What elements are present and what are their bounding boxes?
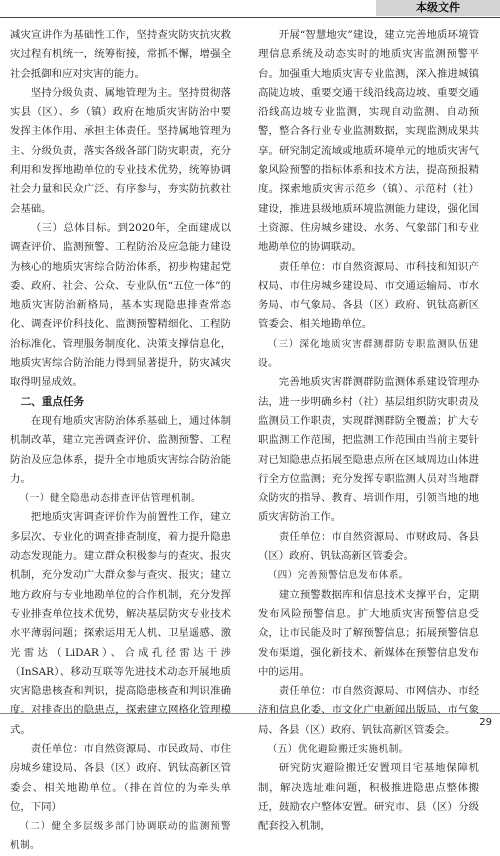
paragraph: 减灾宣讲作为基础性工作，坚持查灾防灾抗灾救灾过程有机统一，统筹衔接，常抓不懈，增强全社会抵御和应对灾害的能力。: [10, 29, 231, 80]
paragraph: 开展“智慧地灾”建设，建立完善地质环境管理信息系统及动态实时的地质灾害监测预警平台。加强重大地质灾害专业监测，深入推进城镇高陡边坡、重要交通干线沿线高边坡、重要交通沿线高边坡专业监测，实现自动监测、自动预警，整合各行业专业监测数据，实现监测成果共享。研究制定流域或地质环境单元的地质灾害气象风险预警的指标体系和技术方法，提高预报精度。探索地质灾害示范乡（镇）、示范村（社）建设，推进县级地质环境监测能力建设，强化国土资源、住房城乡建设、水务、气象部门和专业地勘单位的协调联动。: [258, 29, 479, 254]
subsection-heading: （五）优化避险搬迁实施机制。: [267, 743, 409, 755]
paragraph: 在现有地质灾害防治体系基础上，通过体制机制改革，建立完善调查评价、监测预警、工程防治及应急体系，提升全市地质灾害综合防治能力。: [10, 414, 231, 485]
header-rule: [0, 17, 500, 18]
paragraph: （三）总体目标。到2020年，全面建成以调查评价、监测预警、工程防治及应急能力建设为核心的地质灾害综合防治体系，初步构建起党委、政府、社会、公众、专业队伍“五位一体”的地质灾害防治新格局，基本实现隐患排查常态化、调查评价科技化、监测预警精细化、工程防治标准化、管理服务制度化、决策支撑信息化，地质灾害综合防治能力得到显著提升，防灾减灾取得明显成效。: [10, 221, 231, 389]
left-column: [10, 26, 231, 852]
right-column: [258, 26, 479, 833]
subsection-heading: （二）健全多层级多部门协调联动的监测预警机制。: [10, 821, 231, 852]
paragraph: 坚持分级负责、属地管理为主。坚持贯彻落实县（区）、乡（镇）政府在地质灾害防治中要发挥主体作用、承担主体责任。坚持属地管理为主、分级负责，落实各级各部门防灾职责，充分利用和发挥地勘单位的专业技术优势，统筹协调社会力量和民众广泛、有序参与，夯实防抗救社会基础。: [10, 86, 231, 215]
paragraph: 研究防灾避险搬迁安置项目宅基地保障机制，解决选址难问题，积极推进隐患点整体搬迁，鼓励农户整体安置。研究市、县（区）分级配套投入机制，: [258, 762, 479, 833]
section-heading: 二、重点任务: [20, 395, 85, 408]
paragraph: 建立预警数据库和信息技术支撑平台，定期发布风险预警信息。扩大地质灾害预警信息受众，让市民能及时了解预警信息；拓展预警信息发布渠道，强化新技术、新媒体在预警信息发布中的运用。: [258, 588, 479, 678]
page-header: [0, 0, 500, 24]
paragraph: 把地质灾害调查评价作为前置性工作，建立多层次、专业化的调查排查制度，着力提升隐患动态发现能力。建立群众积极参与的查灾、报灾机制，充分发动广大群众参与查灾、报灾；建立地方政府与专业地勘单位的合作机制，充分发挥专业排查单位技术优势，解决基层防灾专业技术水平薄弱问题；探索运用无人机、卫星遥感、激光雷达（LiDAR）、合成孔径雷达干涉（InSAR）、移动互联等先进技术动态开展地质灾害隐患核查和判识，提高隐患核查和判识准确度。对排查出的隐患点，探索建立网格化管理模式。: [10, 511, 231, 736]
footer-rule: [0, 713, 500, 714]
responsible-units: 责任单位：市自然资源局、市民政局、市住房城乡建设局、各县（区）政府、钒钛高新区管委会、相关地勘单位。（排在首位的为牵头单位，下同）: [10, 742, 231, 813]
responsible-units: 责任单位：市自然资源局、市科技和知识产权局、市住房城乡建设局、市交通运输局、市水务局、市气象局、各县（区）政府、钒钛高新区管委会、相关地勘单位。: [258, 260, 479, 331]
subsection-heading: （一）健全隐患动态排查评估管理机制。: [19, 493, 202, 505]
responsible-units: 责任单位：市自然资源局、市财政局、各县（区）政府、钒钛高新区管委会。: [258, 530, 479, 563]
paragraph: 完善地质灾害群测群防监测体系建设管理办法，进一步明确乡村（社）基层组织防灾职责及监测员工作职责，实现群测群防全覆盖；扩大专职监测工作范围，把监测工作范围由当前主要针对已知隐患点拓展至隐患点所在区域周边山体进行全方位监测；充分发挥专职监测人员对当地群众防灾的指导、教育、培训作用，引领当地的地质灾害防治工作。: [258, 376, 479, 524]
subsection-heading: （三）深化地质灾害群测群防专职监测队伍建设。: [258, 338, 479, 370]
subsection-heading: （四）完善预警信息发布体系。: [267, 570, 409, 582]
page-number: 29: [479, 717, 492, 728]
responsible-units: 责任单位：市自然资源局、市网信办、市经济和信息化委、市文化广电新闻出版局、市气象局、各县（区）政府、钒钛高新区管委会。: [258, 685, 479, 736]
section-tag: 本级文件: [376, 0, 500, 16]
